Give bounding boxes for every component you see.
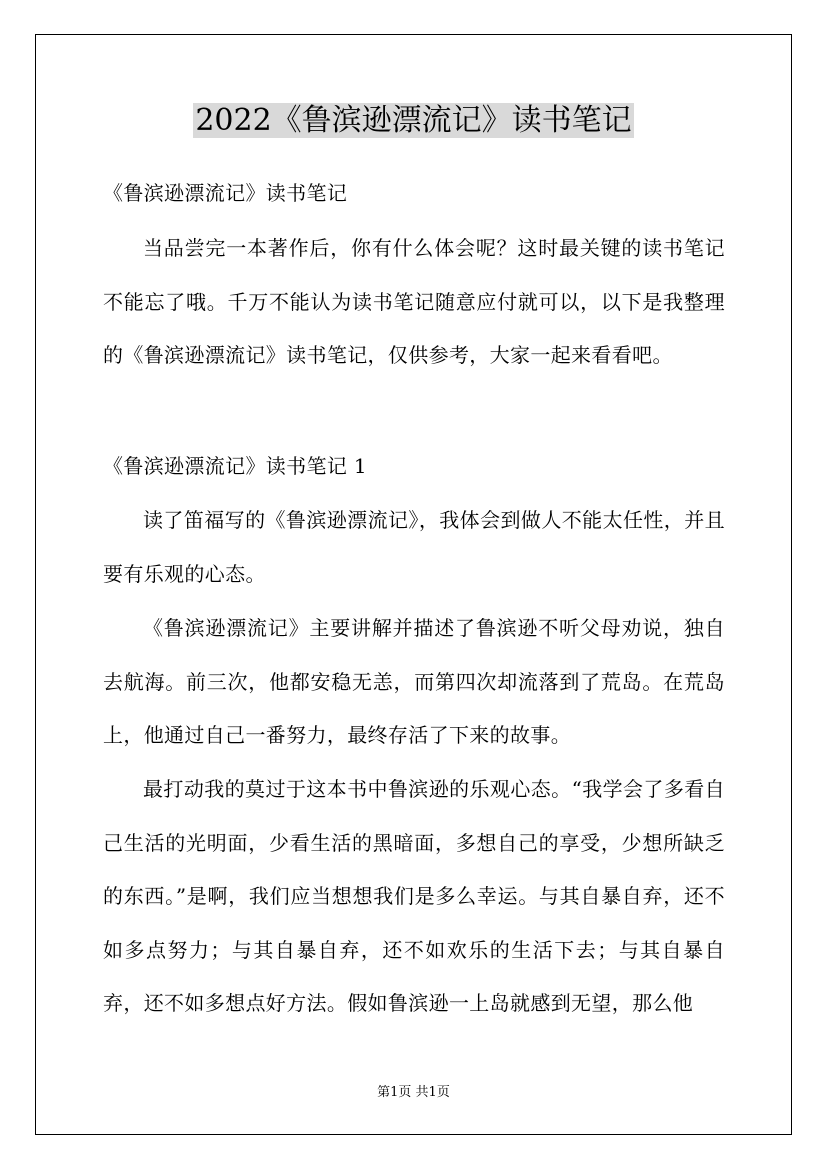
intro-paragraph: 当品尝完一本著作后，你有什么体会呢？这时最关键的读书笔记不能忘了哦。千万不能认为读书笔记随意应付就可以，以下是我整理的《鲁滨逊漂流记》读书笔记，仅供参考，大家一起来看看吧。 bbox=[103, 236, 725, 367]
page-footer: 第1页 共1页 bbox=[377, 1085, 450, 1100]
body-paragraph: 读了笛福写的《鲁滨逊漂流记》，我体会到做人不能太任性，并且要有乐观的心态。 bbox=[103, 508, 725, 586]
document-title: 2022《鲁滨逊漂流记》读书笔记 bbox=[195, 103, 632, 138]
body-paragraph: 最打动我的莫过于这本书中鲁滨逊的乐观心态。“我学会了多看自己生活的光明面，少看生活的黑暗面，多想自己的享受，少想所缺乏的东西。”是啊，我们应当想想我们是多么幸运。与其自暴自弃，还不如多点努力；与其自暴自弃，还不如欢乐的生活下去；与其自暴自弃，还不如多想点好方法。假如鲁滨逊一上岛就感到无望，那么他 bbox=[103, 777, 725, 1015]
body-paragraph: 《鲁滨逊漂流记》主要讲解并描述了鲁滨逊不听父母劝说，独自去航海。前三次，他都安稳无恙，而第四次却流落到了荒岛。在荒岛上，他通过自己一番努力，最终存活了下来的故事。 bbox=[103, 616, 725, 747]
section-heading: 《鲁滨逊漂流记》读书笔记 1 bbox=[103, 454, 367, 478]
intro-heading: 《鲁滨逊漂流记》读书笔记 bbox=[103, 181, 348, 205]
